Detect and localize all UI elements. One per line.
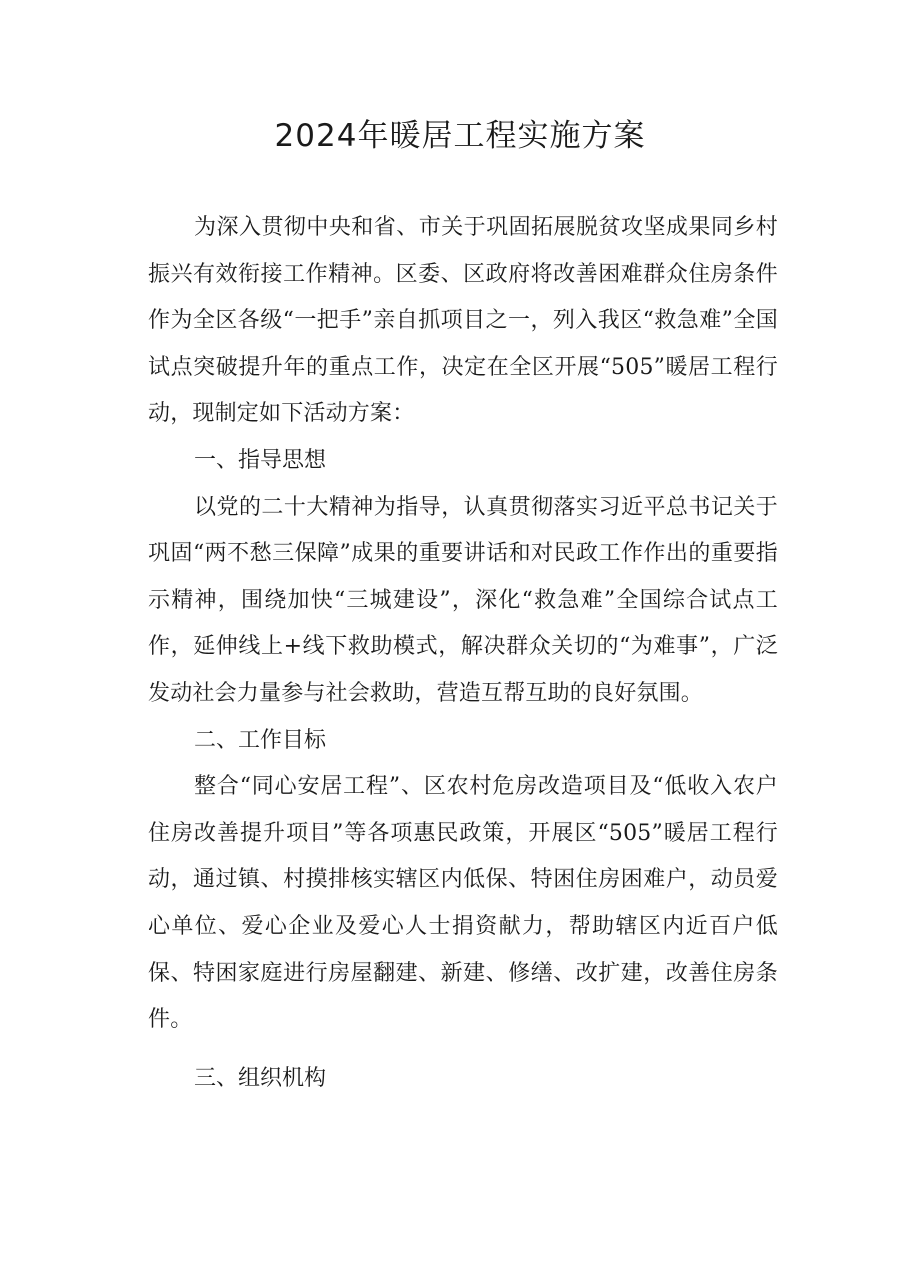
section-heading-guiding-ideology: 一、指导思想 — [194, 447, 327, 473]
document-title: 2024年暖居工程实施方案 — [274, 118, 646, 154]
document-body — [148, 205, 778, 1102]
section-heading-work-goals: 二、工作目标 — [194, 727, 327, 753]
intro-paragraph: 为深入贯彻中央和省、市关于巩固拓展脱贫攻坚成果同乡村振兴有效衔接工作精神。区委、区政府将改善困难群众住房条件作为全区各级“一把手”亲自抓项目之一，列入我区“救急难”全国试点突破提升年的重点工作，决定在全区开展“505”暖居工程行动，现制定如下活动方案： — [148, 215, 778, 427]
section-heading-organization: 三、组织机构 — [194, 1065, 327, 1091]
section-text-guiding-ideology: 以党的二十大精神为指导，认真贯彻落实习近平总书记关于巩固“两不愁三保障”成果的重要讲话和对民政工作作出的重要指示精神，围绕加快“三城建设”，深化“救急难”全国综合试点工作，延伸线上+线下救助模式，解决群众关切的“为难事”，广泛发动社会力量参与社会救助，营造互帮互助的良好氛围。 — [148, 494, 778, 706]
section-text-work-goals: 整合“同心安居工程”、区农村危房改造项目及“低收入农户住房改善提升项目”等各项惠民政策，开展区“505”暖居工程行动，通过镇、村摸排核实辖区内低保、特困住房困难户，动员爱心单位、爱心企业及爱心人士捐资献力，帮助辖区内近百户低保、特困家庭进行房屋翻建、新建、修缮、改扩建，改善住房条件。 — [148, 774, 778, 1033]
